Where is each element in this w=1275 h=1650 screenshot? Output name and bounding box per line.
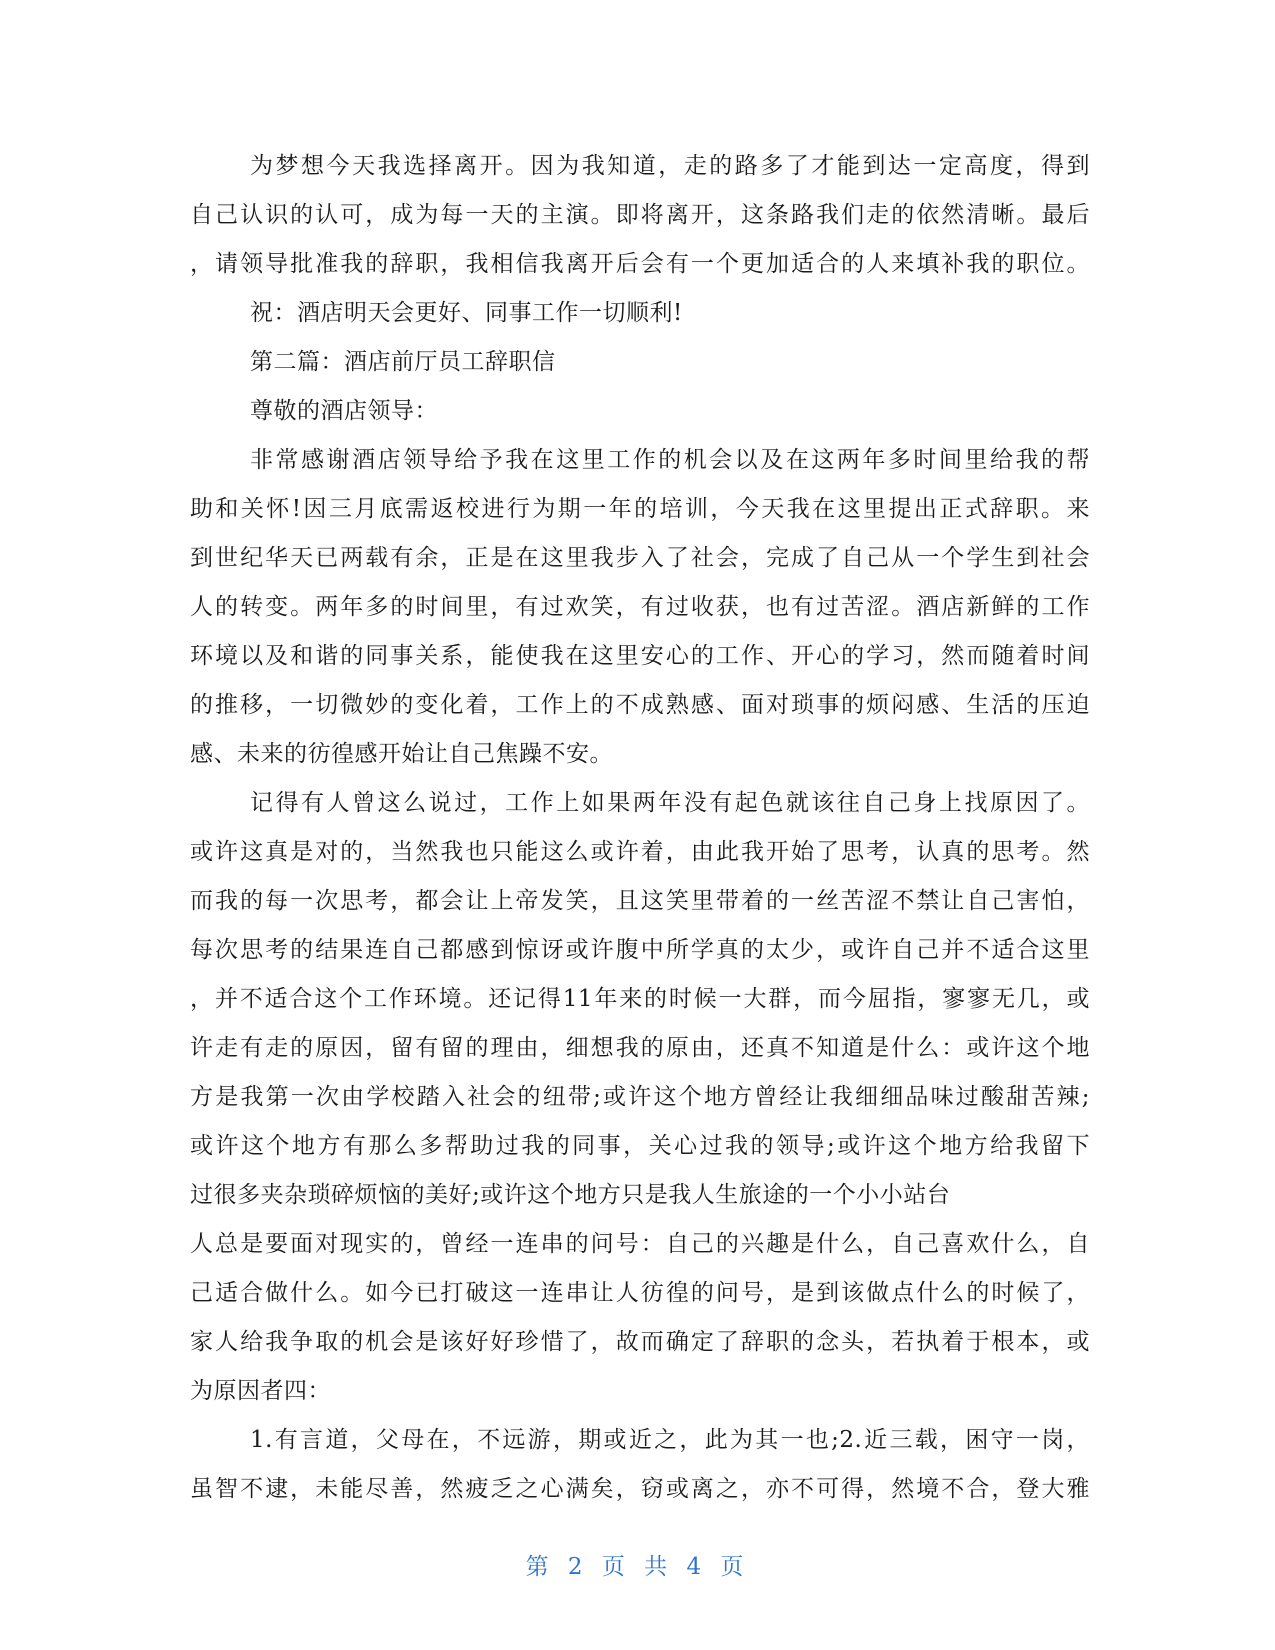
text-line: 环境以及和谐的同事关系，能使我在这里安心的工作、开心的学习，然而随着时间 [190,643,1090,669]
text-line: 或许这个地方有那么多帮助过我的同事，关心过我的领导;或许这个地方给我留下 [190,1133,1090,1159]
text-line: ，并不适合这个工作环境。还记得11年来的时候一大群，而今屈指，寥寥无几，或 [190,986,1090,1012]
page-number-footer: 第 2 页 共 4 页 [525,1554,750,1580]
text-line: 为原因者四： [190,1378,331,1404]
text-line: 过很多夹杂琐碎烦恼的美好;或许这个地方只是我人生旅途的一个小小站台 [190,1182,951,1208]
text-line: 记得有人曾这么说过，工作上如果两年没有起色就该往自己身上找原因了。 [250,790,1090,816]
text-line: 而我的每一次思考，都会让上帝发笑，且这笑里带着的一丝苦涩不禁让自己害怕， [190,888,1090,914]
text-line: 许走有走的原因，留有留的理由，细想我的原由，还真不知道是什么：或许这个地 [190,1035,1090,1061]
text-line: 人的转变。两年多的时间里，有过欢笑，有过收获，也有过苦涩。酒店新鲜的工作 [190,594,1090,620]
text-line: 自己认识的认可，成为每一天的主演。即将离开，这条路我们走的依然清晰。最后 [190,202,1090,228]
text-line: 感、未来的彷徨感开始让自己焦躁不安。 [190,741,613,767]
text-line: 家人给我争取的机会是该好好珍惜了，故而确定了辞职的念头，若执着于根本，或 [190,1329,1090,1355]
text-line: 虽智不逮，未能尽善，然疲乏之心满矣，窃或离之，亦不可得，然境不合，登大雅 [190,1476,1090,1502]
text-line: 助和关怀!因三月底需返校进行为期一年的培训，今天我在这里提出正式辞职。来 [190,496,1090,522]
text-line: 到世纪华天已两载有余，正是在这里我步入了社会，完成了自己从一个学生到社会 [190,545,1090,571]
text-line: 方是我第一次由学校踏入社会的纽带;或许这个地方曾经让我细细品味过酸甜苦辣; [190,1084,1090,1110]
text-line: 每次思考的结果连自己都感到惊讶或许腹中所学真的太少，或许自己并不适合这里 [190,937,1090,963]
text-line: 祝：酒店明天会更好、同事工作一切顺利! [250,300,683,326]
text-line: 1.有言道，父母在，不远游，期或近之，此为其一也;2.近三载，困守一岗， [250,1427,1090,1453]
text-line: 为梦想今天我选择离开。因为我知道，走的路多了才能到达一定高度，得到 [250,153,1090,179]
text-line: 的推移，一切微妙的变化着，工作上的不成熟感、面对琐事的烦闷感、生活的压迫 [190,692,1090,718]
text-line: 尊敬的酒店领导： [250,398,438,424]
text-line: 第二篇：酒店前厅员工辞职信 [250,349,556,375]
document-body [190,142,1090,1514]
text-line: ，请领导批准我的辞职，我相信我离开后会有一个更加适合的人来填补我的职位。 [190,251,1090,277]
text-line: 或许这真是对的，当然我也只能这么或许着，由此我开始了思考，认真的思考。然 [190,839,1090,865]
text-line: 己适合做什么。如今已打破这一连串让人彷徨的问号，是到该做点什么的时候了， [190,1280,1090,1306]
text-line: 人总是要面对现实的，曾经一连串的问号：自己的兴趣是什么，自己喜欢什么，自 [190,1231,1090,1257]
text-line: 非常感谢酒店领导给予我在这里工作的机会以及在这两年多时间里给我的帮 [250,447,1090,473]
